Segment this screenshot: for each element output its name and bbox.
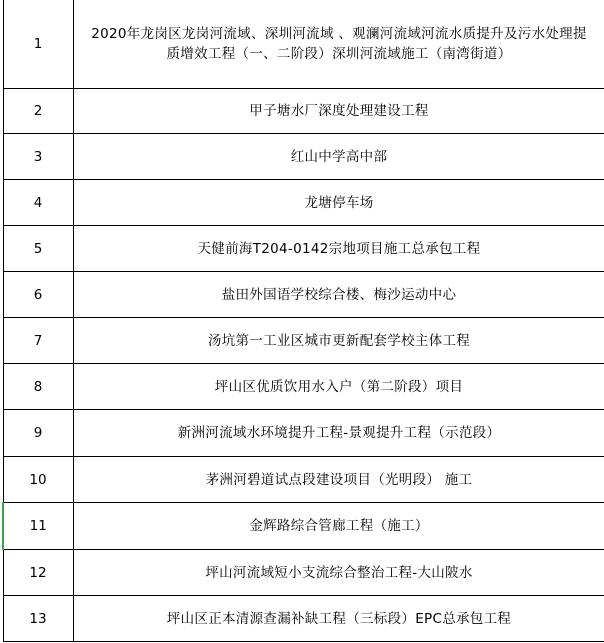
- row-number-cell[interactable]: 6: [3, 272, 73, 318]
- table-row: [3, 503, 604, 550]
- table-row: [3, 0, 604, 89]
- project-name-text: 甲子塘水厂深度处理建设工程: [249, 103, 429, 119]
- table-row: [3, 272, 604, 318]
- table-row: [3, 550, 604, 596]
- table-row: [3, 410, 604, 457]
- row-number-cell[interactable]: 8: [3, 364, 73, 410]
- project-name-cell[interactable]: [73, 0, 604, 89]
- table-row: [3, 364, 604, 410]
- project-name-text: 新洲河流域水环境提升工程-景观提升工程（示范段）: [177, 425, 501, 441]
- table-row: [3, 134, 604, 180]
- row-number-cell[interactable]: 11: [3, 503, 73, 550]
- project-name-cell[interactable]: [73, 364, 604, 410]
- row-number-cell[interactable]: 5: [3, 226, 73, 272]
- project-name-cell[interactable]: [73, 318, 604, 364]
- project-name-text: 红山中学高中部: [290, 148, 388, 165]
- project-name-text: 金辉路综合管廊工程（施工）: [249, 518, 429, 534]
- project-name-cell[interactable]: [73, 180, 604, 226]
- project-name-cell[interactable]: [73, 550, 604, 596]
- row-number-cell[interactable]: 12: [3, 550, 73, 596]
- table-row: [3, 318, 604, 364]
- project-name-text: 盐田外国语学校综合楼、梅沙运动中心: [221, 286, 457, 303]
- project-name-cell[interactable]: [73, 226, 604, 272]
- project-name-cell[interactable]: [73, 457, 604, 503]
- project-name-text: 天健前海T204-0142宗地项目施工总承包工程: [197, 240, 481, 257]
- row-number-cell[interactable]: 9: [3, 410, 73, 457]
- table-row: [3, 226, 604, 272]
- row-number-cell[interactable]: 1: [3, 0, 73, 89]
- row-number-cell[interactable]: 4: [3, 180, 73, 226]
- project-name-text: 茅洲河碧道试点段建设项目（光明段） 施工: [205, 471, 473, 488]
- project-name-text: 坪山区优质饮用水入户（第二阶段）项目: [214, 378, 464, 395]
- project-name-cell[interactable]: [73, 89, 604, 134]
- project-name-cell[interactable]: [73, 272, 604, 318]
- row-number-cell[interactable]: 3: [3, 134, 73, 180]
- project-name-cell[interactable]: [73, 410, 604, 457]
- project-name-text: 坪山区正本清源查漏补缺工程（三标段）EPC总承包工程: [166, 610, 512, 627]
- project-name-text: 坪山河流域短小支流综合整治工程-大山陂水: [205, 564, 473, 581]
- project-table: [2, 0, 604, 642]
- row-number-cell[interactable]: 2: [3, 89, 73, 134]
- row-number-cell[interactable]: 7: [3, 318, 73, 364]
- row-number-cell[interactable]: 13: [3, 596, 73, 642]
- table-row: [3, 180, 604, 226]
- project-name-cell[interactable]: [73, 503, 604, 550]
- project-name-text: 龙塘停车场: [304, 194, 374, 211]
- table-row: [3, 457, 604, 503]
- project-name-text: 汤坑第一工业区城市更新配套学校主体工程: [207, 332, 471, 349]
- project-name-text: 2020年龙岗区龙岗河流域、深圳河流域 、观澜河流域河流水质提升及污水处理提质增效工程（一、二阶段）深圳河流域施工（南湾街道）: [91, 26, 587, 62]
- table-row: [3, 89, 604, 134]
- project-name-cell[interactable]: [73, 596, 604, 642]
- project-name-cell[interactable]: [73, 134, 604, 180]
- table-row: [3, 596, 604, 642]
- row-number-cell[interactable]: 10: [3, 457, 73, 503]
